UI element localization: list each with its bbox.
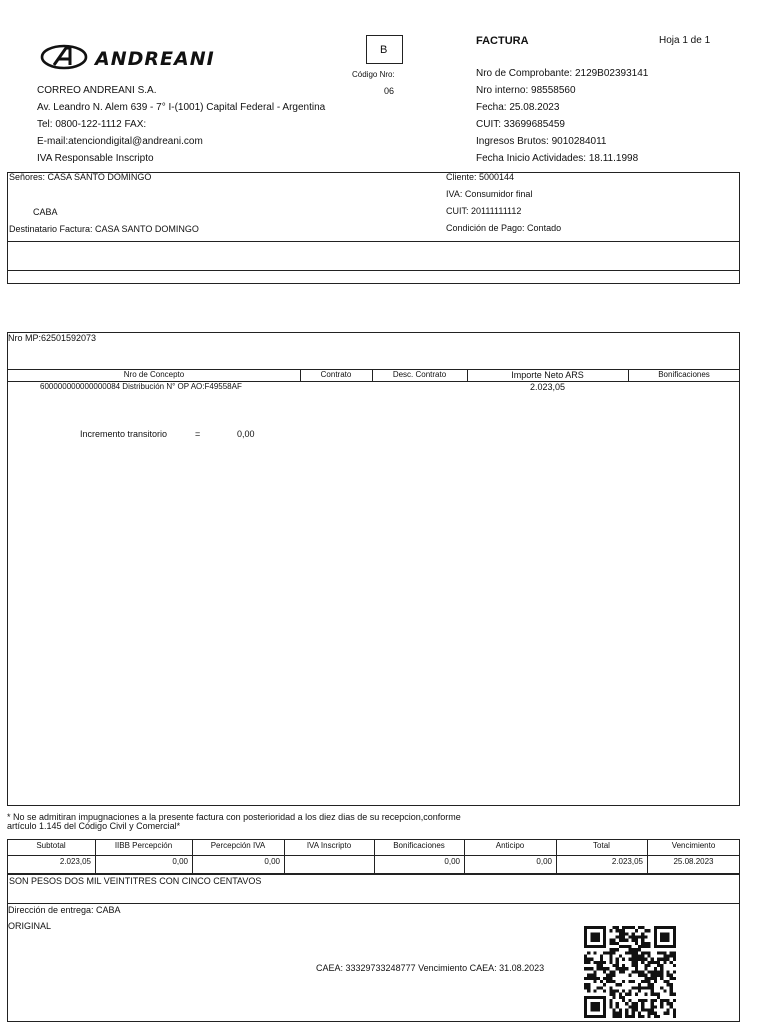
son-pesos: SON PESOS DOS MIL VEINTITRES CON CINCO CENTAVOS [9,876,262,886]
header-desc-contrato: Desc. Contrato [392,370,447,379]
logo-text: ANDREANI [95,48,215,70]
header-importe: Importe Neto ARS [511,370,584,380]
qr-code [584,926,676,1018]
totals-header-cell: Anticipo [495,841,525,850]
totals-value-cell: 2.023,05 [611,857,643,866]
detail-row-importe: 2.023,05 [529,382,566,392]
client-city: CABA [33,207,58,217]
header-concepto: Nro de Concepto [123,370,185,379]
client-destinatario: Destinatario Factura: CASA SANTO DOMINGO [9,224,199,234]
company-iva: IVA Responsable Inscripto [37,153,154,164]
totals-header-cell: IVA Inscripto [306,841,352,850]
company-tel: Tel: 0800-122-1112 FAX: [37,119,147,130]
client-senores: Señores: CASA SANTO DOMINGO [9,172,152,182]
totals-value-cell: 0,00 [444,857,460,866]
ingresos-brutos: Ingresos Brutos: 9010284011 [476,136,607,147]
company-name: CORREO ANDREANI S.A. [37,85,157,96]
invoice-letter-box [366,35,403,64]
totals-value-cell: 25.08.2023 [673,857,714,866]
nro-interno: Nro interno: 98558560 [476,85,576,96]
client-iva: IVA: Consumidor final [446,189,533,199]
company-email: E-mail:atenciondigital@andreani.com [37,136,203,147]
codigo-label: Código Nro: [352,70,395,79]
fecha-inicio: Fecha Inicio Actividades: 18.11.1998 [476,153,639,164]
totals-header-cell: IIBB Percepción [114,841,173,850]
client-box-divider-1 [7,241,740,242]
footer-divider [7,903,740,904]
codigo-value: 06 [384,86,395,96]
totals-value-cell: 0,00 [536,857,552,866]
totals-value-cell: 0,00 [264,857,280,866]
totals-header-cell: Subtotal [36,841,66,850]
notice-line-1: * No se admitiran impugnaciones a la presente factura con posterioridad a los diez dias de su recepcion,conforme [7,812,461,822]
incremento-value: 0,00 [237,429,255,439]
caea-info: CAEA: 33329733248777 Vencimiento CAEA: 31.08.2023 [316,963,545,973]
totals-header-cell: Vencimiento [671,841,716,850]
detail-row-concepto: 600000000000000084 Distribución N° OP AO:F49558AF [40,382,242,391]
original-label: ORIGINAL [8,921,52,931]
invoice-letter: B [380,44,388,56]
client-cuit: CUIT: 20111111112 [446,206,522,216]
header-bonificaciones: Bonificaciones [658,370,710,379]
company-address: Av. Leandro N. Alem 639 - 7° I-(1001) Capital Federal - Argentina [37,102,326,113]
totals-header-cell: Total [593,841,610,850]
client-condicion: Condición de Pago: Contado [446,223,562,233]
page-count: Hoja 1 de 1 [659,35,711,46]
totals-value-cell: 0,00 [172,857,188,866]
incremento-eq: = [195,429,201,439]
company-cuit: CUIT: 33699685459 [476,119,565,130]
header-contrato: Contrato [320,370,352,379]
nro-comprobante: Nro de Comprobante: 2129B02393141 [476,68,649,79]
andreani-logo-icon [40,43,88,71]
incremento-label: Incremento transitorio [80,429,168,439]
client-number: Cliente: 5000144 [446,172,515,182]
nro-mp: Nro MP:62501592073 [8,333,97,343]
totals-header-cell: Percepción IVA [210,841,266,850]
totals-value-cell: 2.023,05 [59,857,91,866]
direccion-entrega: Dirección de entrega: CABA [8,905,121,915]
notice-line-2: artículo 1.145 del Código Civil y Comercial* [7,821,181,831]
invoice-date: Fecha: 25.08.2023 [476,102,560,113]
doc-title: FACTURA [476,35,529,47]
totals-header-cell: Bonificaciones [393,841,445,850]
client-box-divider-2 [7,270,740,271]
detail-box [7,332,740,806]
